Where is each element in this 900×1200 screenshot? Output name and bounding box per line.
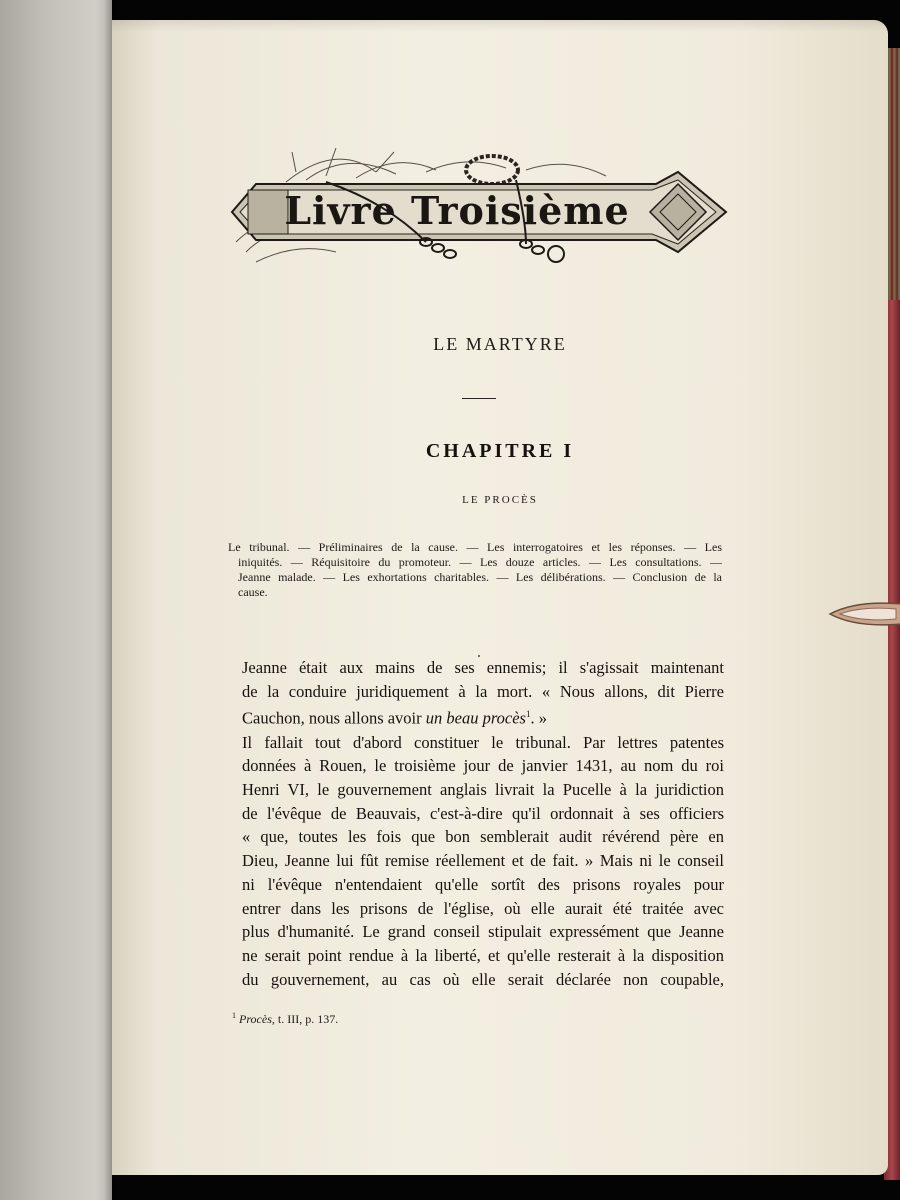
body-line: Dieu, Jeanne lui fût remise réellement et de fait. » Mais ni le conseil <box>242 851 724 871</box>
left-book-cover <box>0 0 112 1200</box>
body-line: de l'évêque de Beauvais, c'est-à-dire qu'il ordonnait à ses officiers <box>242 803 724 823</box>
summary-line: iniquités. — Réquisitoire du promoteur. — Les douze articles. — Les consultations. — <box>238 555 722 569</box>
body-line: Henri VI, le gouvernement anglais livrait la Pucelle à la juridiction <box>242 780 724 800</box>
footnote-ref: 1 <box>525 709 531 720</box>
chapter-summary <box>228 540 722 600</box>
summary-line: Jeanne malade. — Les exhortations charitables. — Les délibérations. — Conclusion de la <box>238 570 722 584</box>
body-line: Jeanne était aux mains de ses ennemis; il s'agissait maintenant <box>242 658 724 677</box>
footnote-mark: 1 <box>232 1011 236 1020</box>
body-line-end: . » <box>530 708 547 728</box>
body-line: entrer dans les prisons de l'église, où elle aurait été traitée avec <box>242 898 724 918</box>
body-line: Cauchon, nous allons avoir <box>242 708 422 728</box>
summary-line: cause. <box>238 585 268 599</box>
page-clip-icon <box>826 596 900 632</box>
summary-line: Le tribunal. — Préliminaires de la cause. — Les interrogatoires et les réponses. — Les <box>228 540 722 554</box>
body-line: données à Rouen, le troisième jour de janvier 1431, au nom du roi <box>242 756 724 776</box>
body-text <box>242 656 724 991</box>
chapter-subtitle: LE PROCÈS <box>462 494 538 506</box>
title-divider <box>462 398 496 399</box>
part-title: LE MARTYRE <box>433 334 567 354</box>
body-line: de la conduire juridiquement à la mort. « Nous allons, dit Pierre <box>242 681 724 701</box>
page-top-shadow <box>112 20 888 32</box>
footnote <box>232 1011 338 1027</box>
italic-phrase: un beau procès <box>425 708 526 728</box>
body-line: Il fallait tout d'abord constituer le tribunal. Par lettres patentes <box>242 732 724 752</box>
body-line: ni l'évêque n'entendaient qu'elle sortît des prisons royales pour <box>242 874 724 894</box>
body-line: plus d'humanité. Le grand conseil stipulait expressément que Jeanne <box>242 922 724 942</box>
body-line: du gouvernement, au cas où elle serait déclarée non coupable, <box>242 969 724 989</box>
body-line-with-italic <box>242 703 724 730</box>
body-line: « que, toutes les fois que bon semblerait audit révérend père en <box>242 827 724 847</box>
body-line: ne serait point rendue à la liberté, et qu'elle resterait à la disposition <box>242 945 724 965</box>
banner-title: Livre Troisième <box>284 187 630 233</box>
ornamental-banner <box>226 142 730 272</box>
footnote-rest: , t. III, p. 137. <box>271 1012 339 1026</box>
footnote-source: Procès <box>239 1012 272 1026</box>
chapter-title: CHAPITRE I <box>425 440 575 462</box>
